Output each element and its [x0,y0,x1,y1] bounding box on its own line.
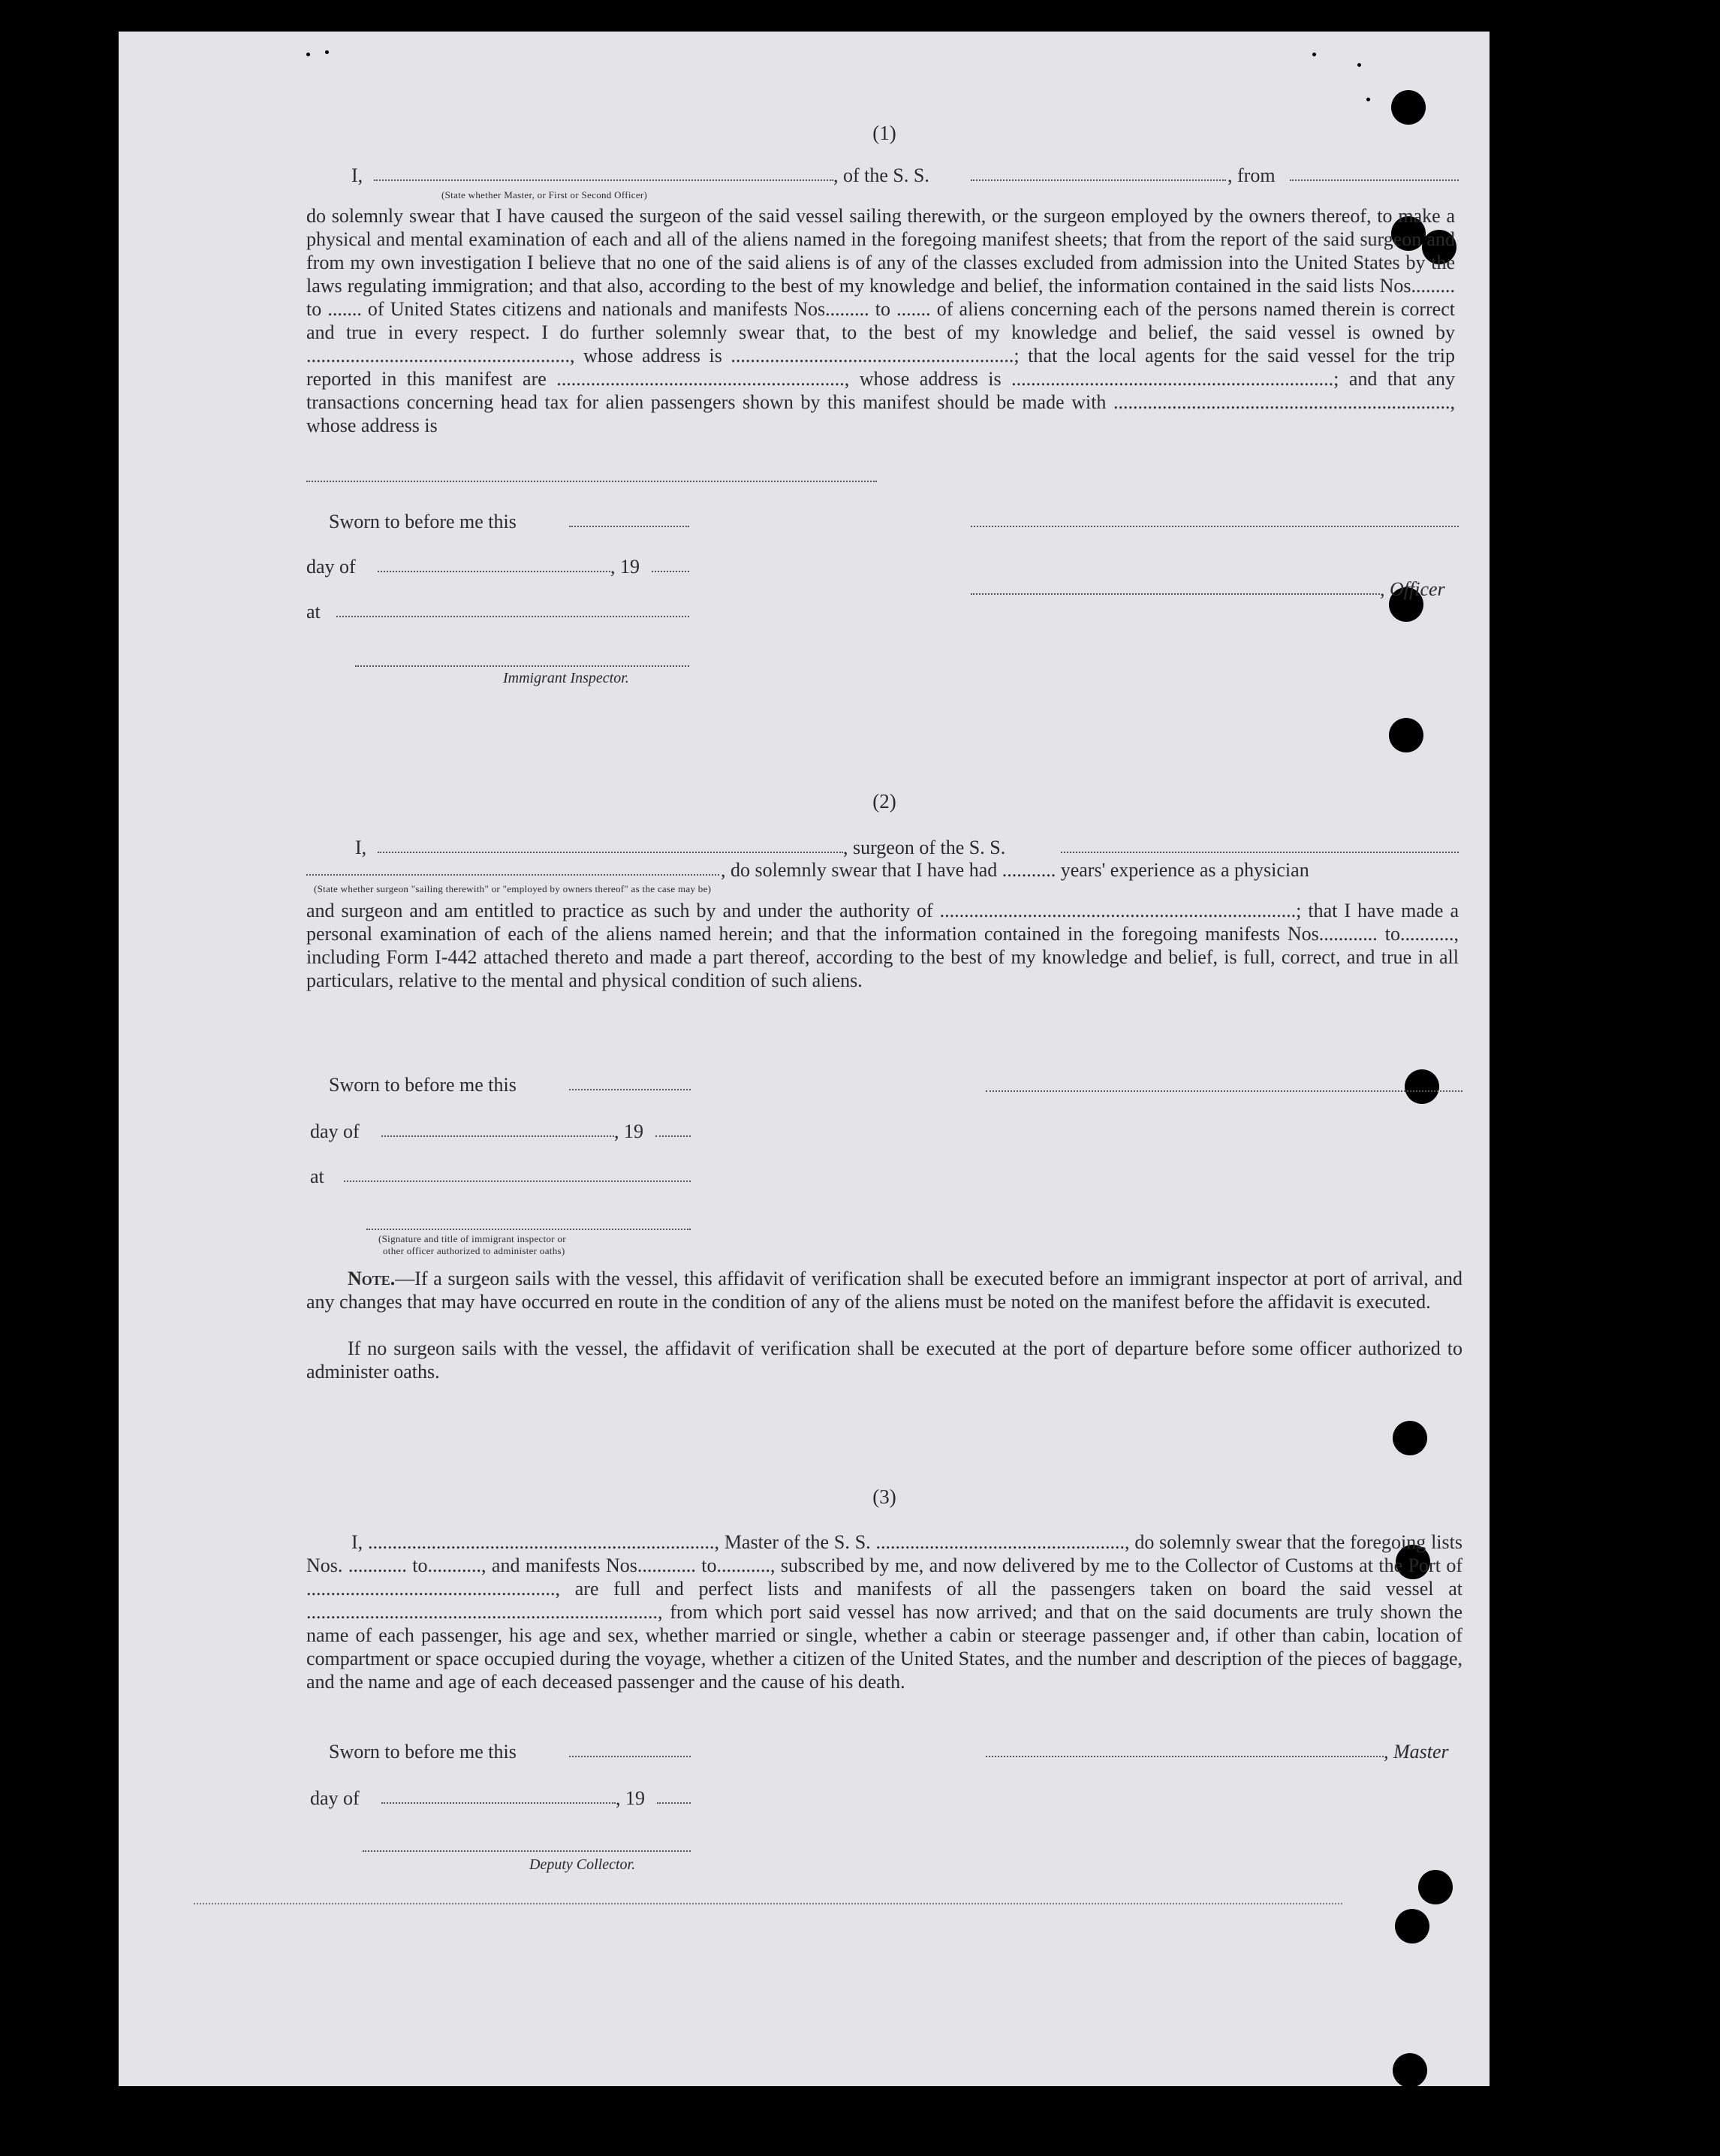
sig-note-2: other officer authorized to administer oaths) [383,1245,565,1256]
master-label: , Master [1384,1741,1449,1762]
official-signature [366,1227,691,1230]
ship-blank [971,163,1226,181]
punch-hole [1391,90,1426,125]
note-lead: Note. [348,1268,396,1289]
note2-text: If no surgeon sails with the vessel, the affidavit of verification shall be executed at the port of departure before some officer authorized to administer oaths. [306,1337,1462,1383]
punch-hole [1389,718,1423,752]
day-line [306,554,1462,580]
day-blank [381,1119,614,1137]
punch-hole [1393,1421,1427,1455]
surgeon-paragraph: and surgeon and am entitled to practice as such by and under the authority of .........................................................................; that I have made a personal examination of each of the aliens named herein; and that the information contained in the foregoing manifests Nos............ to..........., including Form I-442 attached thereto and made a part thereof, according to the best of my knowledge and belief, is full, correct, and true in all particulars, relative to the mental and physical condition of such aliens. [306,900,1459,991]
sworn-label: Sworn to before me this [329,1741,517,1762]
surgeon-label: , surgeon of the S. S. [843,837,1006,858]
oath-paragraph: do solemnly swear that I have caused the surgeon of the said vessel sailing therewith, or the surgeon employed by the owners thereof, to make a physical and mental examination of each and all of the aliens named in the foregoing manifest sheets; that from the report of the said surgeon and from my own investigation I believe that no one of the said aliens is of any of the classes excluded from admission into the United States by the laws regulating immigration; and that also, according to the best of my knowledge and belief, the information contained in the said lists Nos......... to ....... of United States citizens and nationals and manifests Nos......... to ....... of aliens concerning each of the persons named therein is correct and true in every respect. I do further solemnly swear that, to the best of my knowledge and belief, the said vessel is owned by ......................................................, whose address is ..........................................................; that the local agents for the said vessel for the trip reported in this manifest are ..........................................................., whose address is ..................................................................; and that any transactions concerning head tax for alien passengers shown by this manifest should be made with ....................................................................., whose address is [306,205,1455,436]
section-number: (3) [872,1485,896,1508]
i-label: I, [351,164,363,186]
experience-text: , do solemnly swear that I have had ........... years' experience as a physician [721,859,1309,881]
surgeon-line [306,835,1462,861]
sworn-blank [569,509,689,527]
speck [1366,98,1370,101]
master-paragraph: I, ......................................................................., Master of the S. S. ..................................................., do solemnly swear that the foregoing lists Nos. ............ to..........., and manifests Nos............ to..........., subscribed by me, and now delivered by me to the Collector of Customs at the Port of ..................................................., are full and perfect lists and manifests of all the passengers taken on board the said vessel at ........................................................................, from which port said vessel has now arrived; and that on the said documents are truly shown the name of each passenger, his age and sex, whether married or single, whether a cabin or steerage passenger and, if other than cabin, location of compartment or space occupied during the voyage, whether a citizen of the United States, and the number and description of the pieces of baggage, and the name and age of each deceased passenger and the cause of his death. [306,1531,1462,1693]
year-label: , 19 [610,556,640,577]
from-blank [1290,163,1459,181]
sworn-label: Sworn to before me this [329,1074,517,1096]
punch-hole [1418,1870,1453,1904]
at-label: at [310,1165,324,1187]
day-line [306,1119,1462,1144]
day-blank [381,1786,616,1804]
experience-line [306,858,1462,883]
year-label: , 19 [616,1787,645,1809]
surgeon-note: (State whether surgeon "sailing therewith" or "employed by owners thereof" as the case may be) [314,883,712,894]
day-label: day of [310,1787,360,1809]
punch-hole [1393,2053,1427,2088]
section-number: (1) [872,122,896,144]
line-statement [306,163,1462,188]
officer-label: , Officer [1380,578,1445,600]
name-blank [374,163,833,181]
day-blank [378,554,610,572]
note-text: —If a surgeon sails with the vessel, this affidavit of verification shall be executed before an immigrant inspector at port of arrival, and any changes that may have occurred en route in the condition of any of the aliens must be noted on the manifest before the affidavit is executed. [306,1268,1462,1313]
of-ss-label: , of the S. S. [833,164,929,186]
at-blank [336,599,689,617]
officer-line [306,577,1462,602]
surgeon-type-blank [306,858,719,876]
speck [1312,53,1316,56]
inspector-signature [355,664,689,667]
note2-paragraph [306,1337,1462,1383]
bottom-rule [194,1903,1342,1904]
punch-hole [1395,1909,1429,1943]
sworn-line [306,509,1462,535]
surgeon-signature [986,1089,1462,1092]
ship-blank [1061,835,1459,853]
i-label: I, [355,837,367,858]
speck [1357,63,1361,67]
speck [306,53,310,56]
at-label: at [306,601,321,623]
at-line [306,599,1462,625]
collector-label: Deputy Collector. [529,1856,636,1873]
sworn-line [306,1739,1462,1765]
master-blank [986,1739,1384,1757]
sworn-line [306,1072,1462,1098]
sworn-blank [569,1739,691,1757]
at-line [306,1164,1462,1190]
year-blank [655,1119,691,1137]
sworn-blank [569,1072,691,1090]
year-label: , 19 [614,1120,643,1142]
year-blank [652,554,689,572]
sworn-label: Sworn to before me this [329,511,517,532]
day-line [306,1786,1462,1811]
form-page [119,32,1490,2086]
section-number: (2) [872,790,896,813]
officer-blank [971,577,1380,595]
at-blank [344,1164,691,1182]
name-blank [378,835,843,853]
day-label: day of [310,1120,360,1142]
day-label: day of [306,556,356,577]
year-blank [657,1786,691,1804]
inspector-label: Immigrant Inspector. [503,670,629,686]
sig-note-1: (Signature and title of immigrant inspector or [378,1233,566,1244]
collector-signature [363,1849,691,1852]
speck [325,50,329,54]
note-paragraph [306,1267,1462,1313]
from-label: , from [1227,164,1276,186]
rank-note: (State whether Master, or First or Second Officer) [441,189,648,201]
officer-signature-top [971,524,1459,527]
dotted-line [306,479,877,482]
